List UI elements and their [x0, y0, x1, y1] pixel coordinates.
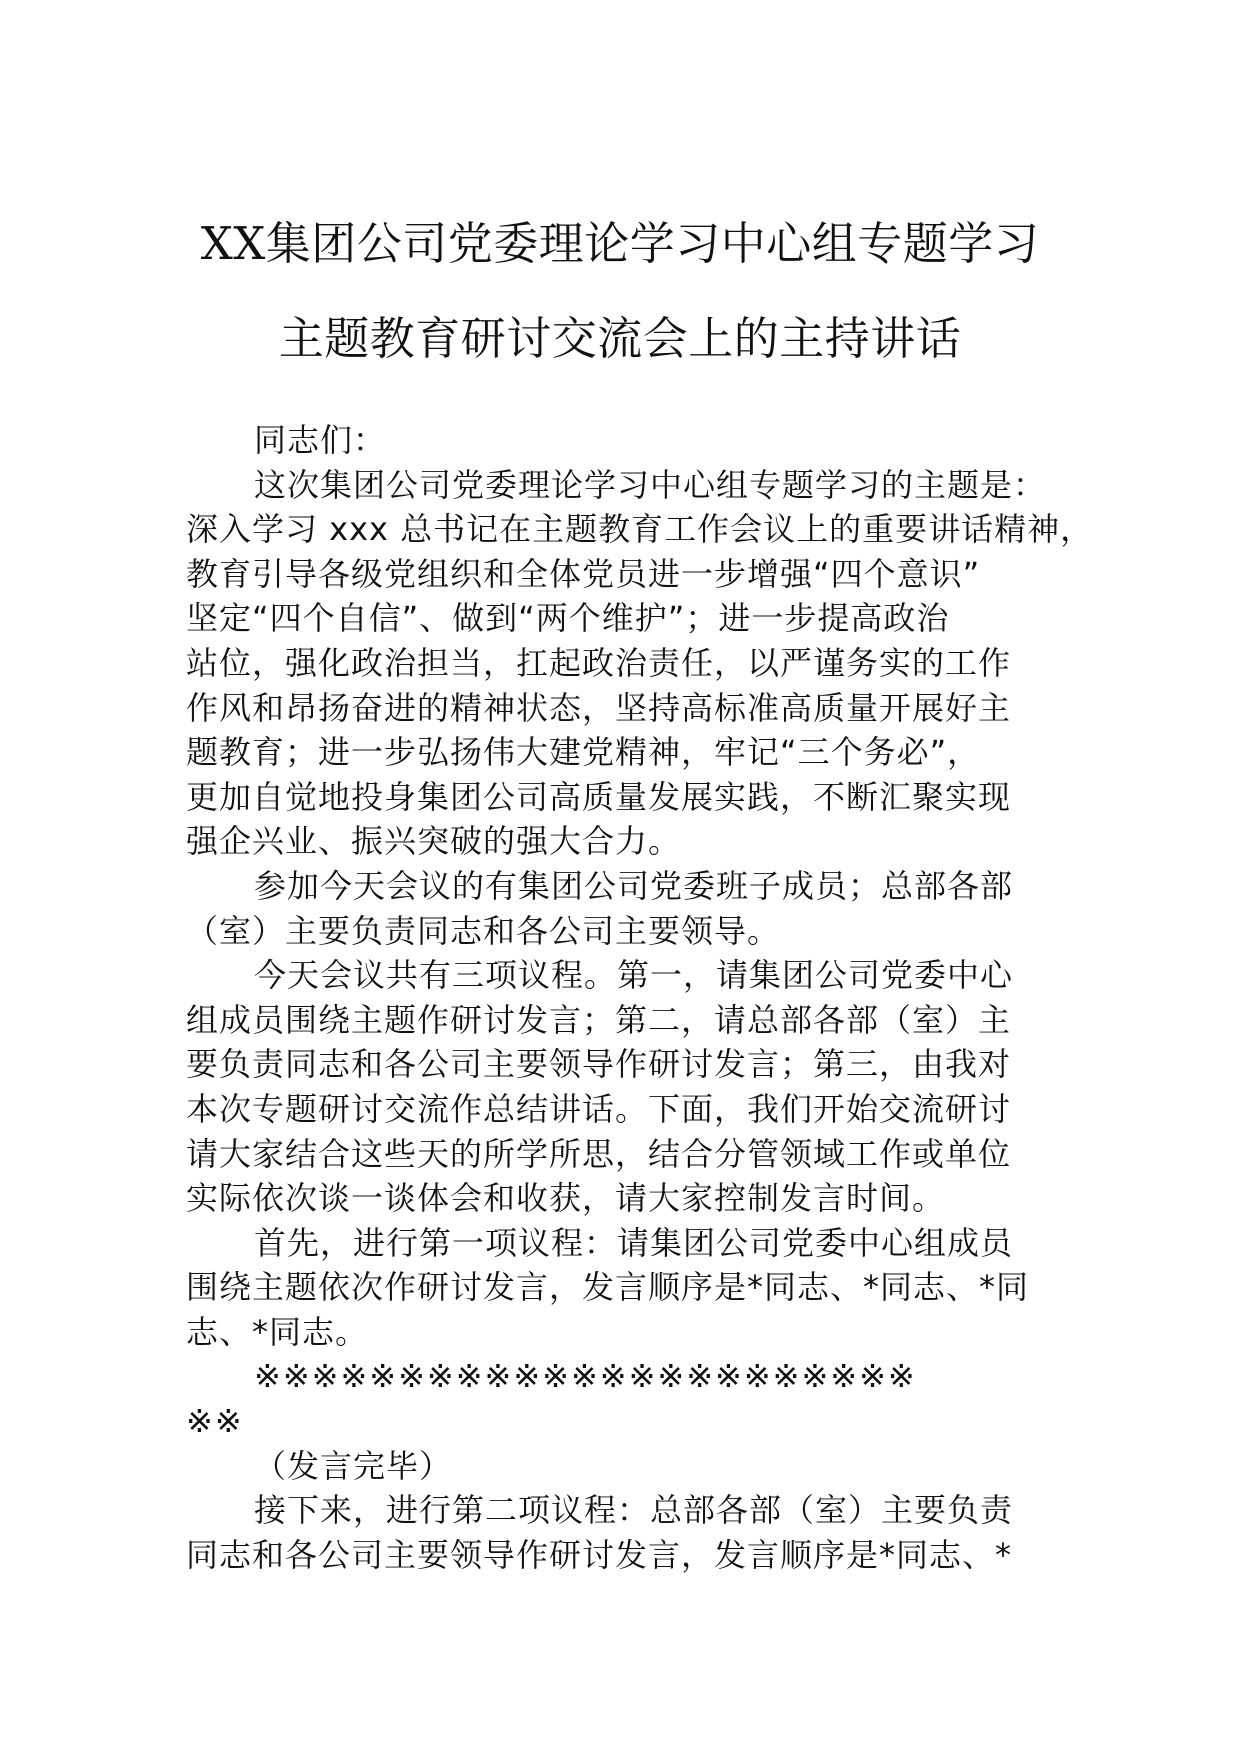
body-text-line: 参加今天会议的有集团公司党委班子成员；总部各部 — [254, 866, 1014, 905]
separator-line: ※※※※※※※※※※※※※※※※※※※※※※※ — [254, 1357, 917, 1396]
body-text-line: （室）主要负责同志和各公司主要领导。 — [186, 911, 781, 950]
body-text-line: 本次专题研讨交流作总结讲话。下面，我们开始交流研讨 — [186, 1089, 1012, 1128]
body-text-line: 接下来，进行第二项议程：总部各部（室）主要负责 — [254, 1491, 1014, 1530]
body-text-line: 站位，强化政治担当，扛起政治责任，以严谨务实的工作 — [186, 643, 1012, 682]
body-text-line: 题教育；进一步弘扬伟大建党精神，牢记“三个务必”， — [186, 733, 981, 772]
body-text-line: 教育引导各级党组织和全体党员进一步增强“四个意识” — [186, 554, 981, 593]
document-title — [150, 196, 1090, 386]
title-line-2: 主题教育研讨交流会上的主持讲话 — [278, 312, 962, 365]
body-text-line: 深入学习 xxx 总书记在主题教育工作会议上的重要讲话精神， — [186, 510, 1094, 549]
title-line-1: XX集团公司党委理论学习中心组专题学习 — [200, 217, 1040, 270]
body-text-line: 这次集团公司党委理论学习中心组专题学习的主题是： — [254, 465, 1047, 504]
body-text-line: 更加自觉地投身集团公司高质量发展实践，不断汇聚实现 — [186, 777, 1012, 816]
body-text-line: 今天会议共有三项议程。第一，请集团公司党委中心 — [254, 956, 1014, 995]
body-text-line: 首先，进行第一项议程：请集团公司党委中心组成员 — [254, 1223, 1014, 1262]
body-text-line: 实际依次谈一谈体会和收获，请大家控制发言时间。 — [186, 1179, 946, 1218]
body-text-line: 强企兴业、振兴突破的强大合力。 — [186, 822, 682, 861]
body-text-line: 作风和昂扬奋进的精神状态，坚持高标准高质量开展好主 — [186, 688, 1012, 727]
body-text-line: 坚定“四个自信”、做到“两个维护”；进一步提高政治 — [186, 599, 950, 638]
body-text-line: 志、*同志。 — [186, 1312, 369, 1351]
document-body — [186, 418, 1094, 1577]
body-text-line: 同志们： — [254, 421, 387, 459]
body-text-line: 围绕主题依次作研讨发言，发言顺序是*同志、*同志、*同 — [186, 1268, 1030, 1307]
body-text-line: 组成员围绕主题作研讨发言；第二，请总部各部（室）主 — [186, 1000, 1012, 1039]
body-text-line: 请大家结合这些天的所学所思，结合分管领域工作或单位 — [186, 1134, 1012, 1173]
body-text-line: 要负责同志和各公司主要领导作研讨发言；第三，由我对 — [186, 1045, 1012, 1084]
body-text-line: （发言完毕） — [254, 1446, 453, 1485]
separator-line: ※※ — [186, 1402, 244, 1441]
body-text-line: 同志和各公司主要领导作研讨发言，发言顺序是*同志、* — [186, 1535, 1013, 1574]
